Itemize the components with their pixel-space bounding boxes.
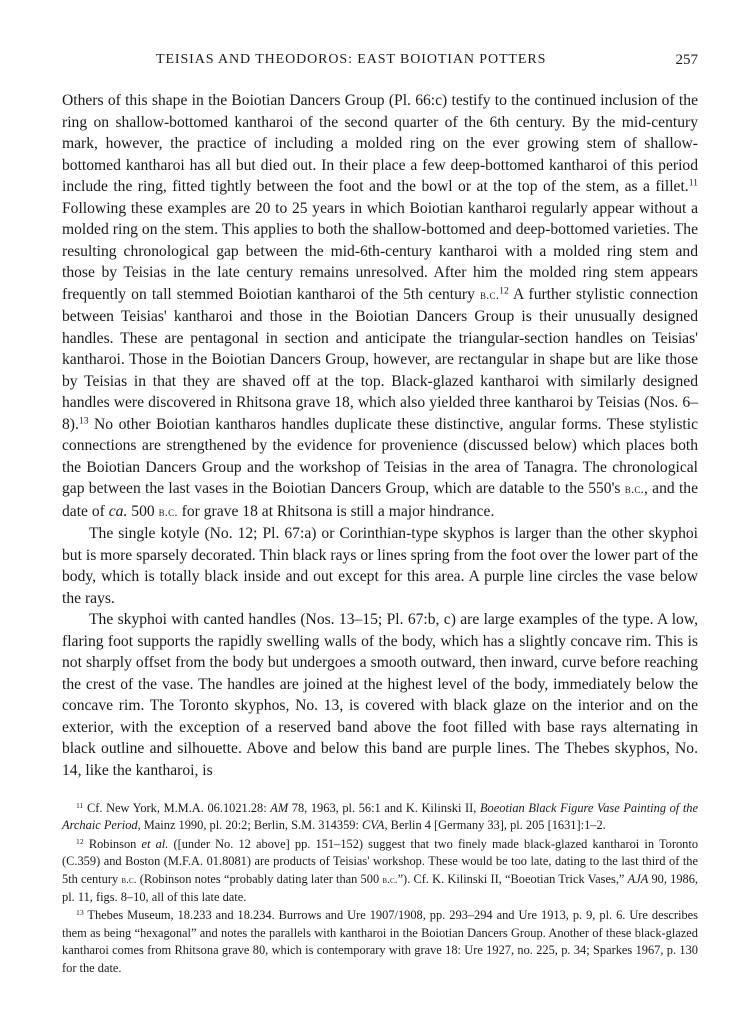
footnote-ref-12[interactable]: 12 (499, 285, 509, 297)
page-number: 257 (675, 52, 698, 68)
bc-abbrev: b.c. (624, 482, 644, 496)
text-run: A further stylistic connection between Teisias' kantharoi and those in the Boiotian Dancers Group is their unusually designed handles. These are pentagonal in section and anticipate the triangular-section handles on Teisias' kantharoi. Those in the Boiotian Dancers Group, however, are rectangular in shape but are like those by Teisias in that they are shaved off at the top. Black-glazed kantharoi with similarly designed handles were discovered in Rhitsona grave 18, which also yielded three kantharoi by Teisias (Nos. 6–8). (62, 285, 698, 433)
text-run: 90, 1986, pl. 11, figs. 8–10, all of this late date. (62, 871, 699, 905)
et-al: et al. (141, 836, 169, 851)
bc-abbrev: b.c. (121, 874, 137, 886)
footnote-number: 11 (76, 800, 84, 810)
journal-title: CVA (362, 818, 385, 833)
text-run: Thebes Museum, 18.233 and 18.234. Burrows and Ure 1907/1908, pp. 293–294 and Ure 1913, p. 9, pl. 6. Ure describes them as being “hexagonal” and notes the parallels with kantharoi in the Boiotian Dancers Group. Another of these black-glazed kantharoi comes from Rhitsona grave 80, which is contemporary with grave 18: Ure 1927, no. 225, p. 34; Sparkes 1967, p. 130 for the date. (62, 908, 698, 975)
text-run: 500 (127, 502, 159, 520)
paragraph-1 (62, 90, 698, 523)
circa-abbrev: ca. (108, 502, 128, 520)
footnotes (62, 800, 698, 978)
text-run: No other Boiotian kantharos handles duplicate these distinctive, angular forms. These stylistic connections are strengthened by the evidence for provenience (discussed below) which places both the Boiotian Dancers Group and the workshop of Teisias in the area of Tanagra. The chronological gap between the last vases in the Boiotian Dancers Group, which are datable to the 550's (62, 415, 698, 497)
text-run: (Robinson notes “probably dating later than 500 (136, 871, 383, 886)
journal-title: AM (270, 801, 289, 815)
paragraph-2: The single kotyle (No. 12; Pl. 67:a) or Corinthian-type skyphos is larger than the other skyphoi but is more sparsely decorated. Thin black rays or lines spring from the foot over the lower part of the body, which is totally black inside and out except for this area. A purple line circles the vase below the rays. (62, 525, 698, 607)
text-run: Others of this shape in the Boiotian Dancers Group (Pl. 66:c) testify to the continued inclusion of the ring on shallow-bottomed kantharoi of the second quarter of the 6th century. By the mid-century mark, however, the practice of including a molded ring on the ever growing stem of shallow-bottomed kantharoi has all but died out. In their place a few deep-bottomed kantharoi of this period include the ring, fitted tightly between the foot and the bowl or at the top of the stem, as a fillet. (62, 92, 698, 195)
text-run: ([under No. 12 above] pp. 151–152) suggest that two finely made black-glazed kantharoi in Toronto (C.359) and Boston (M.F.A. 01.8081) are products of Teisias' workshop. These would be too late, dating to the last third of the 5th century (62, 836, 699, 886)
text-run: , and the date of (62, 480, 698, 520)
footnote-12 (62, 836, 698, 907)
text-run: 78, 1963, pl. 56:1 and K. Kilinski II, (288, 801, 480, 815)
text-run: , Berlin 4 [Germany 33], pl. 205 [1631]:1–2. (384, 818, 606, 833)
body-text (62, 90, 698, 781)
footnote-number: 13 (76, 908, 84, 918)
footnote-11 (62, 800, 698, 835)
text-run: Cf. New York, M.M.A. 06.1021.28: (83, 801, 271, 815)
footnote-ref-13[interactable]: 13 (78, 415, 89, 427)
bc-abbrev: b.c. (479, 287, 500, 302)
text-run: ”). Cf. K. Kilinski II, “Boeotian Trick Vases,” (397, 871, 628, 886)
running-head: TEISIAS AND THEODOROS: EAST BOIOTIAN POTTERS (156, 52, 547, 67)
footnote-number: 12 (76, 836, 84, 846)
text-run: , Mainz 1990, pl. 20:2; Berlin, S.M. 314359: (137, 818, 362, 833)
paragraph-3: The skyphoi with canted handles (Nos. 13–15; Pl. 67:b, c) are large examples of the type. A low, flaring foot supports the rapidly swelling walls of the body, which has a slightly concave rim. This is not sharply offset from the body but undergoes a smooth outward, then inward, curve before reaching the crest of the vase. The handles are joined at the highest level of the body, immediately below the concave rim. The Toronto skyphos, No. 13, is covered with black glaze on the interior and on the exterior, with the exception of a reserved band above the foot filled with base rays alternating in black outline and silhouette. Above and below this band are purple lines. The Thebes skyphos, No. 14, like the kantharoi, is (62, 611, 698, 779)
footnote-ref-11[interactable]: 11 (688, 177, 698, 189)
bc-abbrev: b.c. (382, 874, 398, 886)
text-run: Robinson (83, 836, 142, 851)
bc-abbrev: b.c. (158, 504, 178, 519)
footnote-13 (62, 907, 698, 977)
journal-title: AJA (627, 871, 649, 886)
book-title: Boeotian Black Figure Vase Painting of the Archaic Period (62, 801, 699, 833)
page-header (62, 52, 698, 70)
text-run: Following these examples are 20 to 25 years in which Boiotian kantharoi regularly appear without a molded ring on the stem. This applies to both the shallow-bottomed and deep-bottomed varieties. The resulting chronological gap between the mid-6th-century kantharoi with a molded ring stem and those by Teisias in the late century remains unresolved. After him the molded ring stem appears frequently on tall stemmed Boiotian kantharoi of the 5th century (62, 199, 698, 303)
text-run: for grave 18 at Rhitsona is still a major hindrance. (177, 502, 495, 520)
